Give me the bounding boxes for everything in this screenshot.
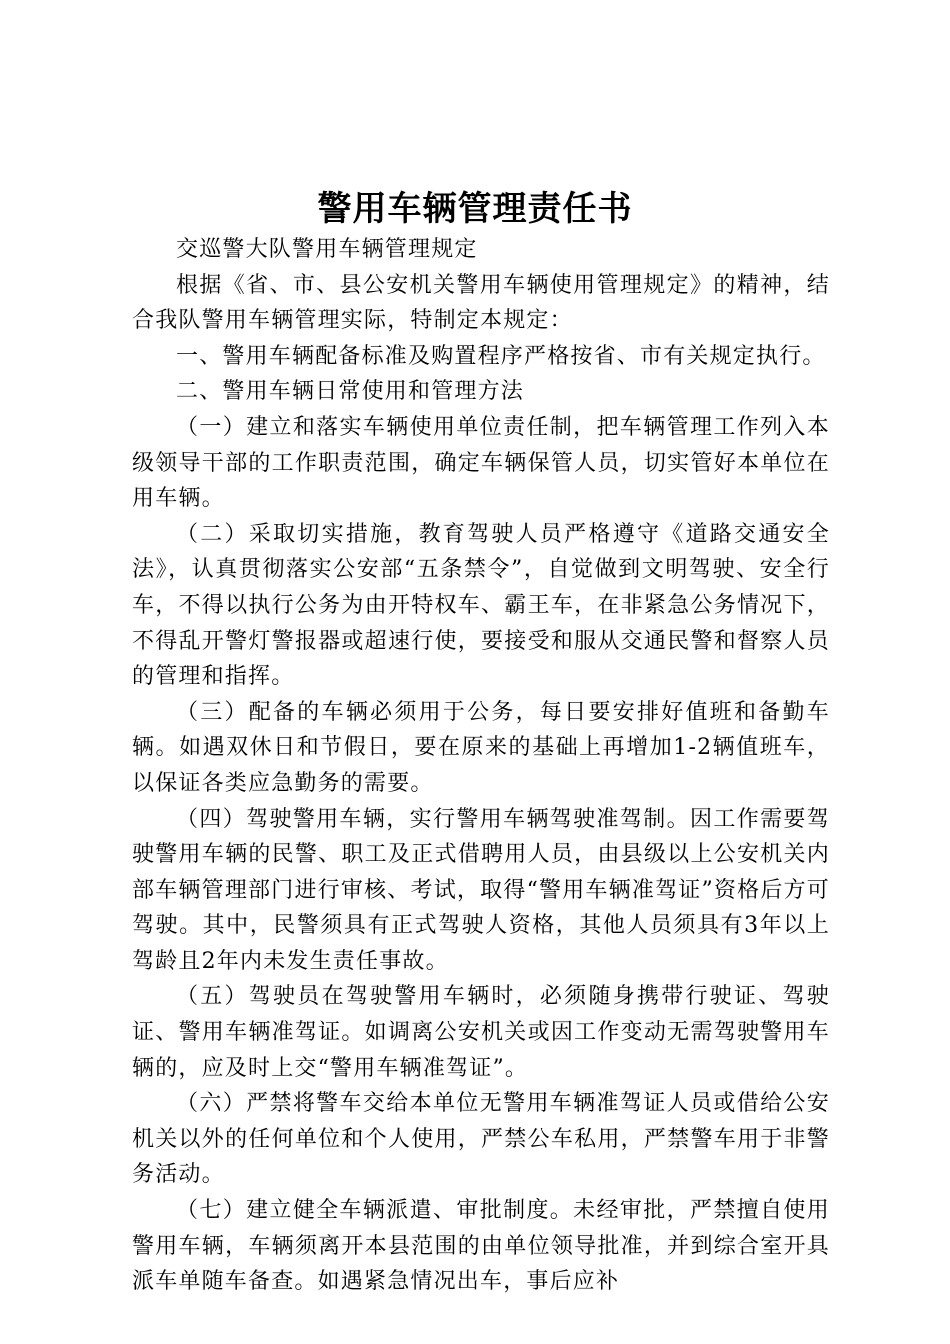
clause-3-paragraph: （三）配备的车辆必须用于公务，每日要安排好值班和备勤车辆。如遇双休日和节假日，要在原来的基础上再增加1-2辆值班车，以保证各类应急勤务的需要。 [132, 699, 830, 796]
clause-5-paragraph: （五）驾驶员在驾驶警用车辆时，必须随身携带行驶证、驾驶证、警用车辆准驾证。如调离公安机关或因工作变动无需驾驶警用车辆的，应及时上交“警用车辆准驾证”。 [132, 984, 830, 1081]
clause-1-paragraph: （一）建立和落实车辆使用单位责任制，把车辆管理工作列入本级领导干部的工作职责范围，确定车辆保管人员，切实管好本单位在用车辆。 [132, 414, 830, 512]
clause-7-paragraph: （七）建立健全车辆派遣、审批制度。未经审批，严禁擅自使用警用车辆，车辆须离开本县范围的由单位领导批准，并到综合室开具派车单随车备查。如遇紧急情况出车，事后应补 [132, 1198, 830, 1295]
clause-2-paragraph: （二）采取切实措施，教育驾驶人员严格遵守《道路交通安全法》，认真贯彻落实公安部“五条禁令”，自觉做到文明驾驶、安全行车，不得以执行公务为由开特权车、霸王车，在非紧急公务情况下，不得乱开警灯警报器或超速行使，要接受和服从交通民警和督察人员的管理和指挥。 [132, 521, 830, 690]
document-body [132, 232, 830, 1300]
clause-6-paragraph: （六）严禁将警车交给本单位无警用车辆准驾证人员或借给公安机关以外的任何单位和个人使用，严禁公车私用，严禁警车用于非警务活动。 [132, 1091, 830, 1188]
subtitle-paragraph: 交巡警大队警用车辆管理规定 [176, 237, 478, 262]
clause-4-paragraph: （四）驾驶警用车辆，实行警用车辆驾驶准驾制。因工作需要驾驶警用车辆的民警、职工及正式借聘用人员，由县级以上公安机关内部车辆管理部门进行审核、考试，取得“警用车辆准驾证”资格后方可驾驶。其中，民警须具有正式驾驶人资格，其他人员须具有3年以上驾龄且2年内未发生责任事故。 [132, 806, 830, 974]
intro-paragraph: 根据《省、市、县公安机关警用车辆使用管理规定》的精神，结合我队警用车辆管理实际，特制定本规定： [132, 272, 830, 334]
document-title: 警用车辆管理责任书 [317, 189, 633, 229]
section-2-heading: 二、警用车辆日常使用和管理方法 [176, 379, 525, 405]
section-1-paragraph: 一、警用车辆配备标准及购置程序严格按省、市有关规定执行。 [176, 343, 826, 369]
